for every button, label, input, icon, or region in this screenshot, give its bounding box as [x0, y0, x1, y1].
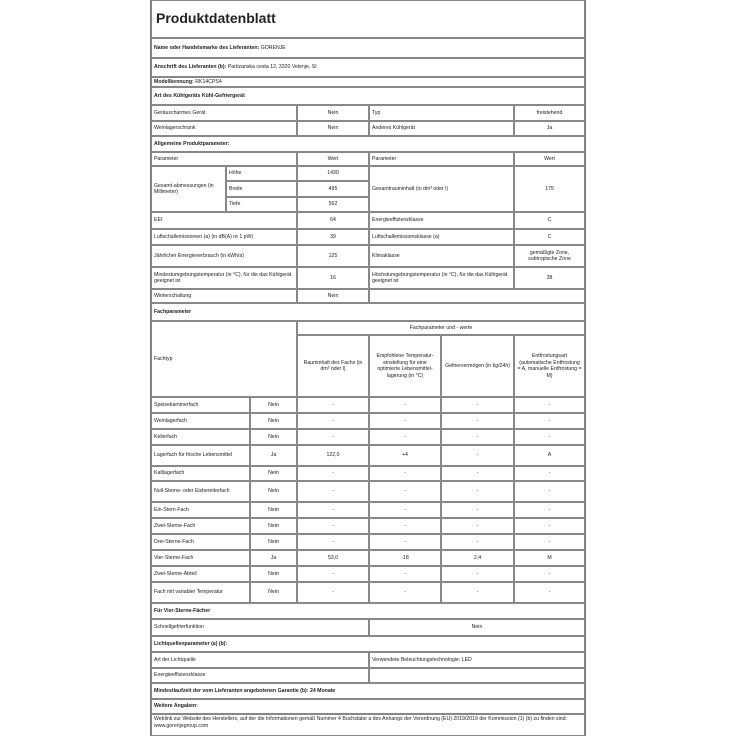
- compartment-temp: -: [369, 582, 441, 603]
- light-heading: Lichtquellenparameter (a) (b):: [151, 636, 585, 652]
- compartment-present: Nein: [250, 582, 297, 603]
- annual-energy-label: Jährlicher Energieverbrauch (in kWh/a): [151, 245, 297, 267]
- compartment-present: Nein: [250, 502, 297, 518]
- further-heading: Weitere Angaben:: [151, 699, 585, 714]
- winter-switch-value: Nein: [297, 289, 369, 303]
- height-label: Höhe: [226, 166, 297, 181]
- depth-value: 562: [297, 197, 369, 212]
- compartment-present: Nein: [250, 413, 297, 429]
- defrost-col-header: Entfrostungsart (automatische Entfrostung = A, manuelle Entfrostung = M): [514, 335, 585, 397]
- compartment-type-header: Fachtyp: [151, 321, 297, 397]
- compartment-defrost: -: [514, 429, 585, 445]
- noise-label: Luftschallemissionen (a) (in dB(A) re 1 pW): [151, 229, 297, 245]
- compartment-present: Nein: [250, 397, 297, 413]
- type-label: Typ: [369, 105, 514, 121]
- compartment-freeze: -: [441, 413, 514, 429]
- warranty-row: [151, 683, 585, 699]
- compartment-volume: 122,0: [297, 445, 369, 466]
- light-tech-label: Verwendete Beleuchtungstechnologie: LED: [369, 652, 585, 668]
- compartment-freeze: -: [441, 518, 514, 534]
- temp-col-header: Empfohlene Temperatur-einstellung für eine optimierte Lebensmittel-lagerung (in °C): [369, 335, 441, 397]
- compartment-volume: -: [297, 397, 369, 413]
- min-temp-label: Mindestumgebungstemperatur (in °C), für die das Kühlgerät geeignet ist: [151, 267, 297, 289]
- compartment-volume: -: [297, 429, 369, 445]
- compartment-volume: -: [297, 413, 369, 429]
- compartment-present: Nein: [250, 518, 297, 534]
- compartments-heading: Fachparameter: [151, 303, 585, 321]
- four-star-heading: Für Vier-Sterne-Fächer: [151, 603, 585, 619]
- device-type-heading: Art des Kühlgeräts Kühl-Gefriergerät: [151, 87, 585, 105]
- compartment-temp: -: [369, 413, 441, 429]
- compartment-defrost: -: [514, 518, 585, 534]
- noise-class-value: C: [514, 229, 585, 245]
- supplier-address-label: Anschrift des Lieferanten (b):: [154, 64, 227, 71]
- compartment-present: Nein: [250, 481, 297, 502]
- depth-label: Tiefe: [226, 197, 297, 212]
- compartment-defrost: M: [514, 550, 585, 566]
- compartment-defrost: -: [514, 413, 585, 429]
- compartment-freeze: -: [441, 582, 514, 603]
- eei-label: EEI: [151, 212, 297, 229]
- min-temp-value: 16: [297, 267, 369, 289]
- supplier-name-value: GORENJE: [260, 44, 286, 51]
- wine-cabinet-label: Weinlagerschrank: [151, 121, 297, 136]
- model-label: Modellkennung:: [154, 78, 194, 85]
- low-noise-label: Geräuscharmes Gerät: [151, 105, 297, 121]
- compartment-name: Zwei-Sterne-Abteil: [151, 566, 250, 582]
- max-temp-value: 38: [514, 267, 585, 289]
- compartment-defrost: -: [514, 466, 585, 481]
- climate-class-label: Klimaklasse: [369, 245, 514, 267]
- dimensions-label: Gesamt-abmessungen (in Millimeter): [151, 166, 226, 212]
- low-noise-value: Nein: [297, 105, 369, 121]
- general-header-value: Wert: [297, 152, 369, 166]
- compartment-temp: -: [369, 397, 441, 413]
- supplier-address-row: [151, 58, 585, 77]
- compartment-freeze: -: [441, 502, 514, 518]
- light-efficiency-label: Energieeffizienzklasse: [151, 668, 369, 683]
- compartment-defrost: A: [514, 445, 585, 466]
- light-efficiency-value: [369, 668, 585, 683]
- quick-freeze-value: Nein: [369, 619, 585, 636]
- height-value: 1430: [297, 166, 369, 181]
- supplier-name-label: Name oder Handelsmarke des Lieferanten:: [154, 44, 260, 51]
- energy-class-label: Energieeffizienzklasse: [369, 212, 514, 229]
- compartment-name: Ein-Stern-Fach: [151, 502, 250, 518]
- compartment-temp: -: [369, 502, 441, 518]
- warranty-value: 24 Monate: [309, 687, 336, 694]
- further-text: Weblink zur Website des Herstellers, auf der die Informationen gemäß Nummer 4 Buchstabe a des Anhangs der Verordnung (EU) 2019/2019 der Kommission (1) (b) zu finden sind: www.gorenjegroup.com: [151, 714, 585, 736]
- compartment-temp: +4: [369, 445, 441, 466]
- compartment-present: Ja: [250, 445, 297, 466]
- compartment-freeze: 2,4: [441, 550, 514, 566]
- compartment-volume: 53,0: [297, 550, 369, 566]
- annual-energy-value: 125: [297, 245, 369, 267]
- compartment-temp: -: [369, 429, 441, 445]
- compartment-temp: -18: [369, 550, 441, 566]
- compartment-defrost: -: [514, 481, 585, 502]
- compartment-temp: -: [369, 481, 441, 502]
- compartment-name: Kaltlagerfach: [151, 466, 250, 481]
- model-row: [151, 77, 585, 87]
- compartment-defrost: -: [514, 534, 585, 550]
- compartment-volume: -: [297, 534, 369, 550]
- compartment-volume: -: [297, 582, 369, 603]
- general-header-param-2: Parameter: [369, 152, 514, 166]
- compartment-present: Nein: [250, 566, 297, 582]
- compartment-freeze: -: [441, 429, 514, 445]
- compartment-name: Drei-Sterne-Fach: [151, 534, 250, 550]
- compartment-present: Nein: [250, 429, 297, 445]
- compartment-temp: -: [369, 466, 441, 481]
- compartment-freeze: -: [441, 481, 514, 502]
- compartment-defrost: -: [514, 502, 585, 518]
- compartment-volume: -: [297, 466, 369, 481]
- compartment-name: Speisekammerfach: [151, 397, 250, 413]
- winter-switch-label: Winterschaltung: [151, 289, 297, 303]
- max-temp-label: Höchstumgebungstemperatur (in °C), für die das Kühlgerät geeignet ist: [369, 267, 514, 289]
- compartment-freeze: -: [441, 445, 514, 466]
- other-appliance-value: Ja: [514, 121, 585, 136]
- model-value: RK14CPS4: [195, 78, 222, 85]
- warranty-label: Mindestlaufzeit der vom Lieferanten angebotenen Garantie (b):: [154, 687, 309, 694]
- sheet-title: Produktdatenblatt: [151, 0, 585, 38]
- compartment-defrost: -: [514, 397, 585, 413]
- compartment-temp: -: [369, 518, 441, 534]
- other-appliance-label: Anderes Kühlgerät: [369, 121, 514, 136]
- compartment-present: Ja: [250, 550, 297, 566]
- compartment-freeze: -: [441, 566, 514, 582]
- light-type-label: Art der Lichtquelle: [151, 652, 369, 668]
- energy-class-value: C: [514, 212, 585, 229]
- compartment-freeze: -: [441, 397, 514, 413]
- compartment-name: Lagerfach für frische Lebensmittel: [151, 445, 250, 466]
- compartment-temp: -: [369, 534, 441, 550]
- compartment-name: Zwei-Sterne-Fach: [151, 518, 250, 534]
- product-data-sheet: [150, 0, 586, 736]
- compartment-present: Nein: [250, 534, 297, 550]
- compartment-volume: -: [297, 566, 369, 582]
- compartment-defrost: -: [514, 566, 585, 582]
- freeze-col-header: Gefriervermögen (in kg/24h): [441, 335, 514, 397]
- eei-value: 64: [297, 212, 369, 229]
- compartment-name: Weinlagerfach: [151, 413, 250, 429]
- compartment-group-header: Fachparameter und - werte: [297, 321, 585, 335]
- general-heading: Allgemeine Produktparameter:: [151, 136, 585, 152]
- general-header-param: Parameter: [151, 152, 297, 166]
- compartment-name: Vier-Sterne-Fach: [151, 550, 250, 566]
- compartment-volume: -: [297, 481, 369, 502]
- compartment-freeze: -: [441, 534, 514, 550]
- compartment-name: Fach mit variabler Temperatur: [151, 582, 250, 603]
- compartment-name: Null-Sterne- oder Eisbereiterfach: [151, 481, 250, 502]
- supplier-name-row: [151, 38, 585, 58]
- volume-value: 175: [514, 166, 585, 212]
- volume-col-header: Rauminhalt des Fachs (in dm³ oder l): [297, 335, 369, 397]
- volume-label: Gesamtrauminhalt (in dm³ oder l): [369, 166, 514, 212]
- compartment-present: Nein: [250, 466, 297, 481]
- climate-class-value: gemäßigte Zone, subtropische Zone: [514, 245, 585, 267]
- width-value: 495: [297, 181, 369, 197]
- compartment-volume: -: [297, 518, 369, 534]
- noise-class-label: Luftschallemissionsklasse (a): [369, 229, 514, 245]
- type-value: freistehend: [514, 105, 585, 121]
- general-header-value-2: Wert: [514, 152, 585, 166]
- empty-cell: [369, 289, 585, 303]
- width-label: Breite: [226, 181, 297, 197]
- wine-cabinet-value: Nein: [297, 121, 369, 136]
- compartment-name: Kellerfach: [151, 429, 250, 445]
- compartment-temp: -: [369, 566, 441, 582]
- compartment-volume: -: [297, 502, 369, 518]
- noise-value: 39: [297, 229, 369, 245]
- compartment-defrost: -: [514, 582, 585, 603]
- quick-freeze-label: Schnellgefrierfunktion: [151, 619, 369, 636]
- supplier-address-value: Partizanska cesta 12, 3320 Velenje, SI: [227, 64, 317, 71]
- compartment-freeze: -: [441, 466, 514, 481]
